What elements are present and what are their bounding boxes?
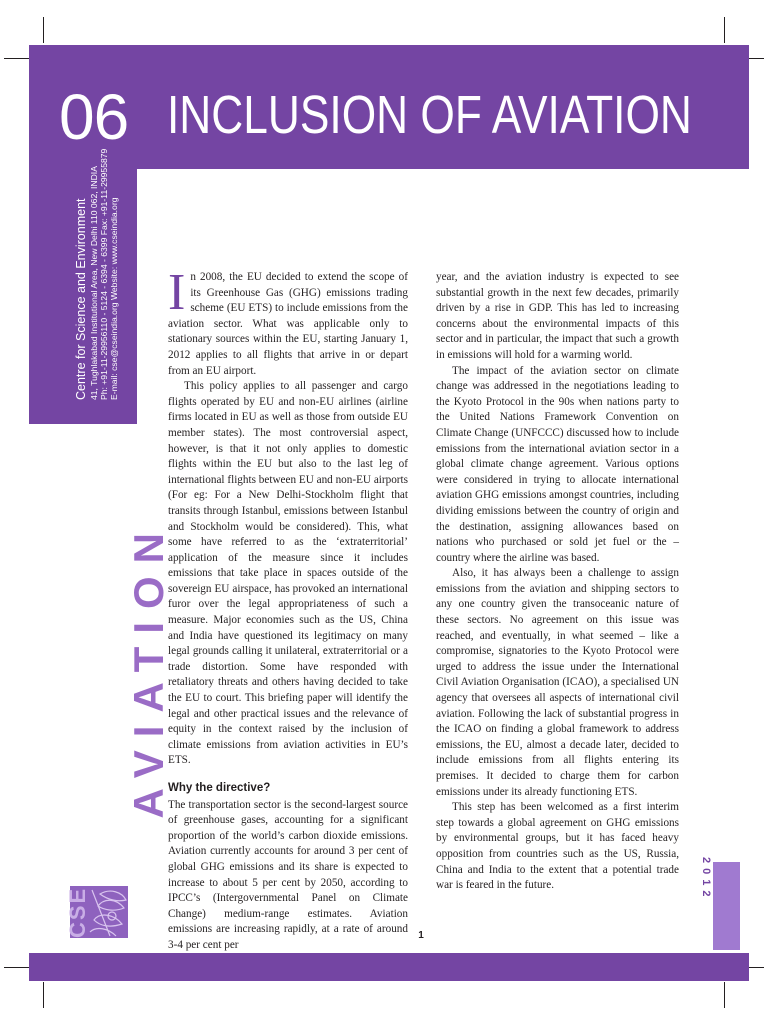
- page-number: 1: [418, 930, 424, 941]
- crop-mark: [43, 982, 44, 1008]
- crop-mark: [4, 58, 30, 59]
- org-phone: Ph: +91-11-29956110 - 5124 - 6394 - 6399 Fax: +91-11-29955879: [99, 148, 109, 400]
- drop-cap: I: [168, 264, 186, 321]
- org-name: Centre for Science and Environment: [74, 198, 88, 400]
- header-band: [29, 45, 749, 169]
- crop-mark: [724, 982, 725, 1008]
- subheading: Why the directive?: [168, 782, 271, 794]
- cse-logo-text: CSE: [65, 886, 90, 938]
- year-label: 2012: [700, 857, 712, 902]
- crop-mark: [43, 17, 44, 43]
- paragraph: year, and the aviation industry is expected to see substantial growth in the next few decades, primarily driven by a rise in GDP. This has led to increasing concerns about the environmental impacts of this sector and in particular, the impact that such a growth in emissions will hold for a warming world.: [436, 271, 679, 361]
- article-column-left: [168, 264, 408, 954]
- paragraph: This policy applies to all passenger and cargo flights operated by EU and non-EU airlines (airline firms located in EU as well as those from outside EU member states). The most controversial aspect, however, is that it not only applies to domestic flights within the EU but also to the last leg of international flights between EU and non-EU airports (For eg: For a New Delhi-Stockholm flight that transits through Istanbul, emissions between Istanbul and Stockholm would be considered). This, what some have referred to as the ‘extraterritorial’ application of the measure since it includes emissions that take place in spaces outside of the sovereign EU airspace, has provoked an international furor over the legal appropriateness of such a measure. Major economies such as the US, China and India have questioned its legitimacy on many legal grounds calling it unilateral, extraterritorial or a trade distortion. Some have responded with retaliatory threats and others having decided to take the EU to court. This briefing paper will identify the legal and other practical issues and the relevance of equity in the context raised by the inclusion of climate emissions from aviation activities in EU’s ETS.: [168, 380, 408, 767]
- year-band: [713, 862, 740, 950]
- vertical-section-label: AVIATION: [125, 520, 172, 819]
- section-number: 06: [59, 81, 129, 153]
- footer-band: [29, 953, 749, 981]
- paragraph: The impact of the aviation sector on climate change was addressed in the negotiations leading to the Kyoto Protocol in the 90s when nations party to the United Nations Framework Convention on Climate Change (UNFCCC) discussed how to include emissions from the international aviation sector in a global climate change agreement. Various options were considered in trying to allocate international aviation GHG emissions amongst countries, including dividing emissions between the country of origin and the destination, assigning allowances based on nations who purchased or sold jet fuel or the – country where the airline was based.: [436, 364, 679, 564]
- org-address: 41, Tughlakabad Institutional Area, New Delhi 110 062, INDIA: [89, 166, 99, 400]
- paragraph: In 2008, the EU decided to extend the scope of its Greenhouse Gas (GHG) emissions trading scheme (EU ETS) to include emissions from the aviation sector. What was applicable only to stationary sources within the EU, starting January 1, 2012 applies to all flights that arrive in or depart from an EU airport.: [168, 264, 408, 377]
- page-title: INCLUSION OF AVIATION: [167, 85, 692, 145]
- org-email-website: E-mail: cse@cseindia.org Website: www.cseindia.org: [109, 197, 119, 400]
- crop-mark: [4, 967, 30, 968]
- paragraph: The transportation sector is the second-largest source of greenhouse gases, accounting for a significant proportion of the world’s carbon dioxide emissions. Aviation currently accounts for around 3 per cent of global GHG emissions and its share is expected to increase to about 5 per cent by 2050, according to IPCC’s (Intergovernmental Panel on Climate Change) medium-range estimates. Aviation emissions are increasing rapidly, at a rate of around 3-4 per cent per: [168, 798, 408, 951]
- article-column-right: [436, 270, 679, 894]
- paragraph: This step has been welcomed as a first interim step towards a global agreement on GHG emissions by environmental groups, but it has faced heavy opposition from countries such as the US, Russia, China and India to the extent that a potential trade war is feared in the future.: [436, 801, 679, 892]
- contact-block: [74, 149, 119, 400]
- paragraph: Also, it has always been a challenge to assign emissions from the aviation and shipping sectors to any one country given the transoceanic nature of these sectors. No agreement on this issue was reached, and eventually, in what seemed – like a compromise, signatories to the Kyoto Protocol were urged to address the issue under the International Civil Aviation Organisation (ICAO), a specialised UN agency that oversees all aspects of international civil aviation. Following the lack of substantial progress in the ICAO on finding a global framework to address emissions, the EU, almost a decade later, decided to include emissions from all flights entering its premises. It decided to charge them for carbon emissions under its already functioning ETS.: [436, 567, 679, 798]
- crop-mark: [724, 17, 725, 43]
